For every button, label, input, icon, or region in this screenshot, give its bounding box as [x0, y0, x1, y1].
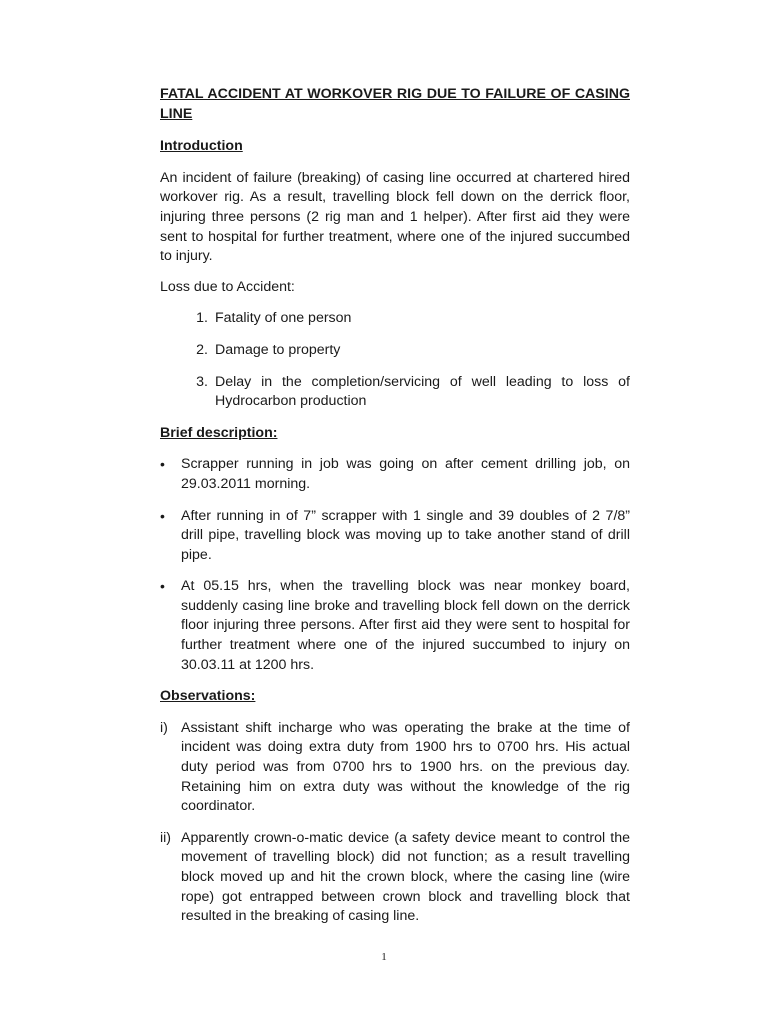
loss-list [160, 309, 630, 411]
list-text: Fatality of one person [215, 310, 352, 327]
brief-description-list [160, 455, 630, 675]
list-item [160, 829, 630, 927]
list-text: After running in of 7” scrapper with 1 single and 39 doubles of 2 7/8” drill pipe, travelling block was moving up to take another stand of drill pipe. [181, 507, 630, 563]
list-number: 2. [196, 341, 208, 358]
introduction-heading: Introduction [160, 138, 243, 155]
bullet-icon: • [160, 507, 165, 524]
list-number: 3. [196, 373, 208, 390]
list-item [160, 507, 630, 566]
list-item [160, 577, 630, 675]
observations-list [160, 719, 630, 927]
bullet-icon: • [160, 578, 165, 595]
list-text: At 05.15 hrs, when the travelling block was near monkey board, suddenly casing line broke and travelling block fell down on the derrick floor injuring three persons. After first aid they were sent to hospital for further treatment where one of the injured succumbed to injury on 30.03.11 at 1200 hrs. [181, 578, 630, 673]
document-title: FATAL ACCIDENT AT WORKOVER RIG DUE TO FAILURE OF CASING LINE [160, 86, 630, 122]
observations-heading: Observations: [160, 688, 256, 705]
list-number: i) [160, 719, 168, 736]
list-item [160, 373, 630, 412]
introduction-paragraph: An incident of failure (breaking) of casing line occurred at chartered hired workover rig. As a result, travelling block fell down on the derrick floor, injuring three persons (2 rig man and 1 helper). After first aid they were sent to hospital for further treatment, where one of the injured succumbed to injury. [160, 169, 630, 265]
bullet-icon: • [160, 456, 165, 473]
list-number: 1. [196, 310, 208, 327]
list-text: Scrapper running in job was going on after cement drilling job, on 29.03.2011 morning. [181, 456, 630, 492]
list-item [160, 719, 630, 817]
page-number: 1 [381, 951, 387, 963]
brief-description-heading: Brief description: [160, 424, 278, 441]
list-text: Assistant shift incharge who was operating the brake at the time of incident was doing extra duty from 1900 hrs to 0700 hrs. His actual duty period was from 0700 hrs to 1900 hrs. on the previous day. Retaining him on extra duty was without the knowledge of the rig coordinator. [181, 719, 630, 815]
list-number: ii) [160, 829, 172, 846]
document-body [160, 85, 630, 939]
list-text: Damage to property [215, 341, 341, 358]
list-item [160, 341, 630, 361]
list-item [160, 309, 630, 329]
list-text: Apparently crown-o-matic device (a safety device meant to control the movement of travelling block) did not function; as a result travelling block moved up and hit the crown block, where the casing line (wire rope) got entrapped between crown block and travelling block that resulted in the breaking of casing line. [181, 829, 630, 925]
list-text: Delay in the completion/servicing of well leading to loss of Hydrocarbon production [215, 373, 630, 410]
list-item [160, 455, 630, 494]
loss-label: Loss due to Accident: [160, 278, 295, 295]
